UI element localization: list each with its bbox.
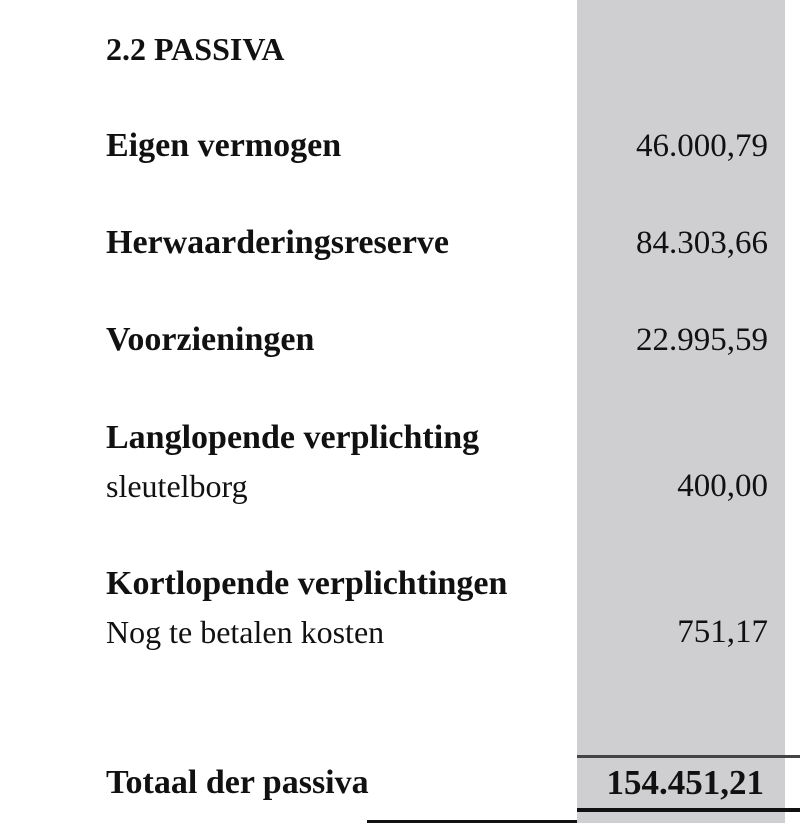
row-amount-sleutelborg: 400,00 xyxy=(677,468,768,504)
total-double-rule xyxy=(577,808,800,812)
row-label-kortlopende-verplichtingen: Kortlopende verplichtingen xyxy=(106,565,508,602)
row-amount-voorzieningen: 22.995,59 xyxy=(636,322,768,358)
row-sublabel-sleutelborg: sleutelborg xyxy=(106,468,248,504)
row-amount-nog-te-betalen-kosten: 751,17 xyxy=(677,614,768,650)
row-amount-herwaarderingsreserve: 84.303,66 xyxy=(636,225,768,261)
row-label-langlopende-verplichting: Langlopende verplichting xyxy=(106,419,480,456)
amount-column-background xyxy=(577,0,785,823)
total-amount: 154.451,21 xyxy=(606,763,764,802)
row-label-herwaarderingsreserve: Herwaarderingsreserve xyxy=(106,224,450,261)
total-label: Totaal der passiva xyxy=(106,764,369,801)
row-amount-eigen-vermogen: 46.000,79 xyxy=(636,128,768,164)
row-label-voorzieningen: Voorzieningen xyxy=(106,321,315,358)
section-title: 2.2 PASSIVA xyxy=(106,31,285,67)
total-top-rule xyxy=(577,755,800,758)
row-sublabel-nog-te-betalen-kosten: Nog te betalen kosten xyxy=(106,614,385,650)
row-label-eigen-vermogen: Eigen vermogen xyxy=(106,127,342,164)
